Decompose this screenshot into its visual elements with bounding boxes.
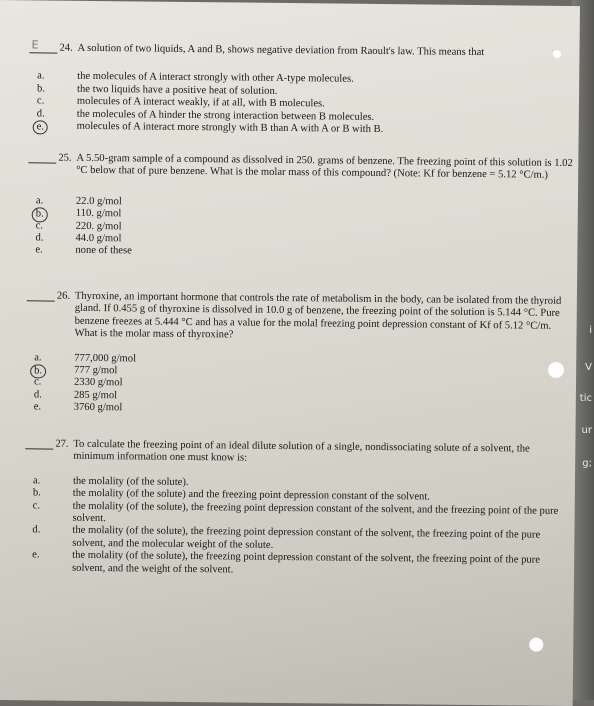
option-b: b. the two liquids have a positive heat of solution. <box>37 83 278 97</box>
option-b: b. 777 g/mol <box>0 364 571 382</box>
circled-answer: e. <box>33 120 49 135</box>
option-e: e. 3760 g/mol <box>33 401 123 414</box>
answer-blank <box>29 52 57 53</box>
question-25 <box>0 152 573 263</box>
option-a: a. 22.0 g/mol <box>35 195 122 208</box>
option-b: b. 110. g/mol <box>0 207 573 225</box>
option-a: a. 777,000 g/mol <box>34 352 137 365</box>
circled-answer: b. <box>30 364 46 379</box>
question-27 <box>0 438 570 580</box>
page-dot <box>529 638 543 652</box>
background-dot <box>548 362 564 378</box>
margin-mark: E <box>31 38 39 52</box>
option-a: a. the molecules of A interact strongly with other A-type molecules. <box>37 70 354 86</box>
question-number: 25. <box>58 152 72 164</box>
question-24 <box>0 42 575 138</box>
question-text: To calculate the freezing point of an ideal dilute solution of a single, nondissociating solute of a solvent, the minimum information one must know is: <box>73 438 530 465</box>
side-letter: V <box>585 362 592 373</box>
option-c: c. 2330 g/mol <box>33 376 123 389</box>
side-letter: i <box>589 325 592 336</box>
answer-blank <box>27 300 55 301</box>
option-d: d. 44.0 g/mol <box>35 232 122 245</box>
circled-answer: b. <box>32 208 48 223</box>
question-text: A solution of two liquids, A and B, shows negative deviation from Raoult's law. This means that <box>77 42 485 59</box>
question-text: A 5.50-gram sample of a compound as dissolved in 250. grams of benzene. The freezing point of this solution is 1.02 °C below that of pure benzene. What is the molar mass of this compound? (Note: Kf for benzene = 5.12 °C/m.) <box>76 152 573 182</box>
question-26 <box>0 290 572 420</box>
answer-blank <box>25 448 53 449</box>
option-e: e. molecules of A interact more strongly with B than A with A or B with B. <box>0 120 574 138</box>
option-e: e. none of these <box>35 244 132 257</box>
option-d: d. 285 g/mol <box>33 389 118 402</box>
question-number: 24. <box>59 42 73 54</box>
side-letter: g; <box>582 458 592 469</box>
option-c: c. 220. g/mol <box>35 220 122 232</box>
option-a: a. the molality (of the solute). <box>32 475 189 488</box>
option-c: c. molecules of A interact weakly, if at all, with B molecules. <box>36 95 325 110</box>
side-letter: tic <box>579 393 592 404</box>
option-c: c. the molality (of the solute), the freezing point depression constant of the solvent, and the freezing point of the pure solvent. <box>32 499 559 525</box>
question-number: 27. <box>55 438 69 450</box>
side-letter: ur <box>581 425 592 436</box>
question-number: 26. <box>56 290 71 302</box>
option-b: b. the molality (of the solute) and the freezing point depression constant of the solvent. <box>32 487 431 503</box>
option-d: d. the molecules of A hinder the strong interaction between B molecules. <box>36 108 375 123</box>
background-dot <box>553 50 561 58</box>
option-d: d. the molality (of the solute), the freezing point depression constant of the solvent, the freezing point of the pure solvent, and the molecular weight of the solute. <box>32 524 541 551</box>
option-e: e. the molality (of the solute), the freezing point depression constant of the solvent, the freezing point of the pure solvent, and the weight of the solvent. <box>32 549 540 576</box>
question-text: Thyroxine, an important hormone that controls the rate of metabolism in the body, can be isolated from the thyroid gland. If 0.455 g of thyroxine is dissolved in 10.0 g of benzene, the freezing point of the solution is 5.144 °C. Pure benzene freezes at 5.444 °C and has a value for the molal freezing point depression constant of Kf of 5.12 °C/m. What is the molar mass of thyroxine? <box>74 290 562 341</box>
answer-blank <box>28 162 56 163</box>
